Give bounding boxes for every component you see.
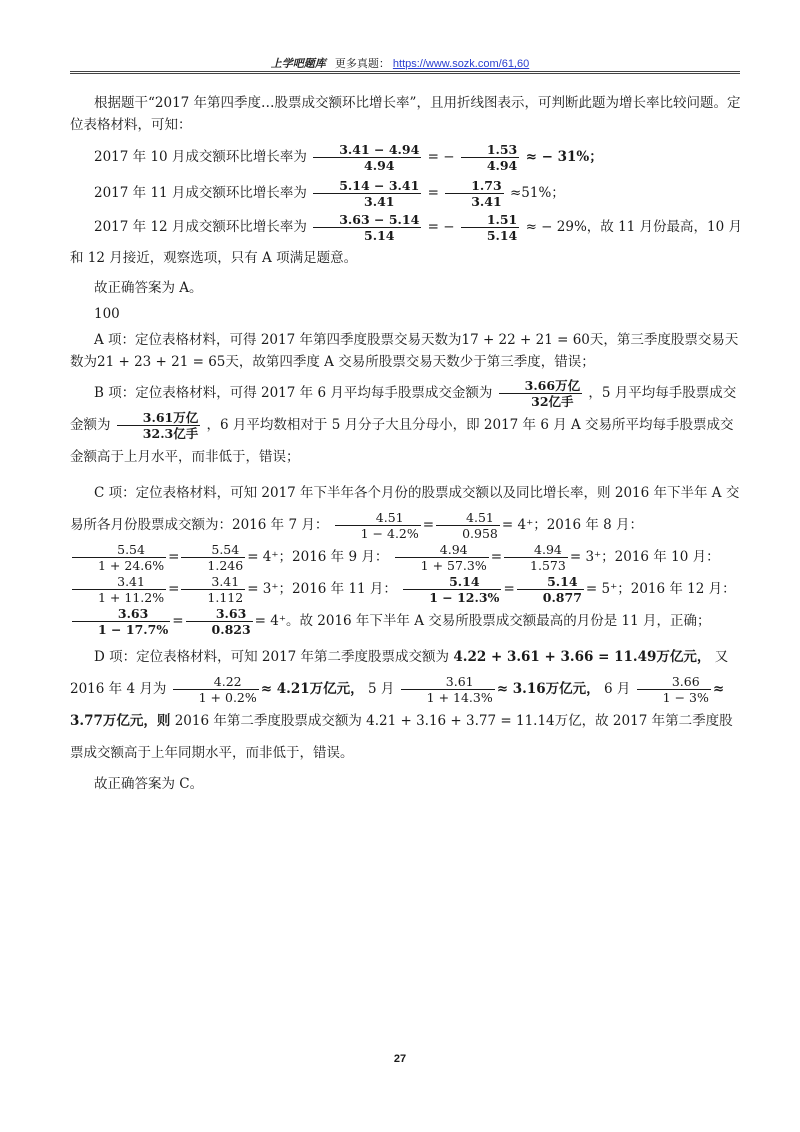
fraction: $\frac{5.54}{1.246}$ xyxy=(181,542,245,573)
option-c-analysis: C 项：定位表格材料，可知 2017 年下半年各个月份的股票成交额以及同比增长率，则 2016 年下半年 A 交易所各月份股票成交额为：2016 年 7 月： $\frac{4.51}{1 - 4.2\%}$ = $\frac{4.51}{0.958}$ = 4⁺；2016 年 8 月： $\frac{5.54}{1 + 24.6\%}$ = $\frac{5.54}{1.246}$ = 4⁺；2016 年 9 月： $\frac{4.94}{1 + 57.3\%}$ = $\frac{4.94}{1.573}$ = 3⁺；2016 年 10 月： $\frac{3.41}{1 + 11.2\%}$ = $\frac{3.41}{1.112}$ = 3⁺；2016 年 11 月： $\frac{5.14}{1 - 12.3\%}$ = $\frac{5.14}{0.877}$ = 5⁺；2016 年 12 月： $\frac{3.63}{1 - 17.7\%}$ = $\frac{3.63}{0.823}$ = 4⁺。故 2016 年下半年 A 交易所股票成交额最高的月份是 11 月，正确； xyxy=(70,485,740,637)
option-d-analysis: D 项：定位表格材料，可知 2017 年第二季度股票成交额为 4.22 + 3.61 + 3.66 = 11.49万亿元， 又 2016 年 4 月为 $\frac{4.22}{1 + 0.2\%}$ ≈ 4.21万亿元， 5 月 $\frac{3.61}{1 + 14.3\%}$ ≈ 3.16万亿元， 6 月 $\frac{3.66}{1 - 3\%}$ ≈ 3.77万亿元，则 2016 年第二季度股票成交额为 4.21 + 3.16 + 3.77 = 11.14万亿，故 2017 年第二季度股票成交额高于上年同期水平，而非低于，错误。 xyxy=(70,649,733,761)
fraction: $\frac{3.66}{1 - 3\%}$ xyxy=(637,674,711,705)
fraction: $\frac{3.41 - 4.94}{4.94}$ xyxy=(313,142,421,173)
fraction: $\frac{1.73}{3.41}$ xyxy=(445,178,503,209)
answer-line-2: 故正确答案为 C。 xyxy=(94,776,204,792)
fraction: $\frac{3.63}{0.823}$ xyxy=(186,606,253,637)
fraction: $\frac{4.22}{1 + 0.2\%}$ xyxy=(173,674,259,705)
fraction: $\frac{4.94}{1 + 57.3\%}$ xyxy=(395,542,489,573)
fraction: $\frac{\text{3.61万亿}}{\text{32.3亿手}}$ xyxy=(117,410,200,441)
option-a-analysis: A 项：定位表格材料，可得 2017 年第四季度股票交易天数为17 + 22 + 21 = 60天，第三季度股票交易天数为21 + 23 + 21 = 65天，故第四季度 A 交易所股票交易天数少于第三季度，错误； xyxy=(70,332,739,370)
intro-paragraph: 根据题干“2017 年第四季度…股票成交额环比增长率”，且用折线图表示，可判断此题为增长率比较问题。定位表格材料，可知： xyxy=(70,95,741,133)
fraction: $\frac{3.63 - 5.14}{5.14}$ xyxy=(313,212,421,243)
header-rule-second xyxy=(70,73,740,74)
fraction: $\frac{4.51}{0.958}$ xyxy=(436,510,500,541)
fraction: $\frac{4.51}{1 - 4.2\%}$ xyxy=(335,510,421,541)
fraction: $\frac{1.53}{4.94}$ xyxy=(461,142,519,173)
oct-growth-line: 2017 年 10 月成交额环比增长率为 $\frac{3.41 - 4.94}{4.94}$ = − $\frac{1.53}{4.94}$ ≈ − 31%； xyxy=(94,142,603,173)
option-b-analysis: B 项：定位表格材料，可得 2017 年 6 月平均每手股票成交金额为 $\frac{\text{3.66万亿}}{\text{32亿手}}$ ，5 月平均每手股票成交金额为 $\frac{\text{3.61万亿}}{\text{32.3亿手}}$ ，6 月平均数相对于 5 月分子大且分母小，即 2017 年 6 月 A 交易所平均每手股票成交金额高于上月水平，而非低于，错误； xyxy=(70,378,737,465)
dec-growth-line: 2017 年 12 月成交额环比增长率为 $\frac{3.63 - 5.14}{5.14}$ = − $\frac{1.51}{5.14}$ ≈ − 29%，故 11 月份最高，10 月和 12 月接近，观察选项，只有 A 项满足题意。 xyxy=(70,212,743,266)
fraction: $\frac{\text{3.66万亿}}{\text{32亿手}}$ xyxy=(499,378,582,409)
fraction: $\frac{5.14 - 3.41}{3.41}$ xyxy=(313,178,421,209)
fraction: $\frac{5.54}{1 + 24.6\%}$ xyxy=(72,542,166,573)
fraction: $\frac{4.94}{1.573}$ xyxy=(504,542,568,573)
header-label: 更多真题： xyxy=(334,58,390,70)
fraction: $\frac{3.63}{1 - 17.7\%}$ xyxy=(72,606,170,637)
fraction: $\frac{5.14}{0.877}$ xyxy=(517,574,584,605)
fraction: $\frac{5.14}{1 - 12.3\%}$ xyxy=(403,574,501,605)
fraction: $\frac{1.51}{5.14}$ xyxy=(461,212,519,243)
question-number: 100 xyxy=(94,306,120,322)
header-brand: 上学吧题库 xyxy=(270,58,326,70)
page-number: 27 xyxy=(393,1053,407,1065)
fraction: $\frac{3.61}{1 + 14.3\%}$ xyxy=(401,674,495,705)
header-url-link[interactable]: https://www.sozk.com/61,60 xyxy=(392,58,530,70)
header-rule xyxy=(70,71,740,72)
solution-body xyxy=(70,92,742,799)
page-header xyxy=(0,55,800,71)
fraction: $\frac{3.41}{1 + 11.2\%}$ xyxy=(72,574,166,605)
fraction: $\frac{3.41}{1.112}$ xyxy=(181,574,245,605)
answer-line-1: 故正确答案为 A。 xyxy=(94,280,203,296)
nov-growth-line: 2017 年 11 月成交额环比增长率为 $\frac{5.14 - 3.41}{3.41}$ = $\frac{1.73}{3.41}$ ≈51%； xyxy=(94,178,565,209)
